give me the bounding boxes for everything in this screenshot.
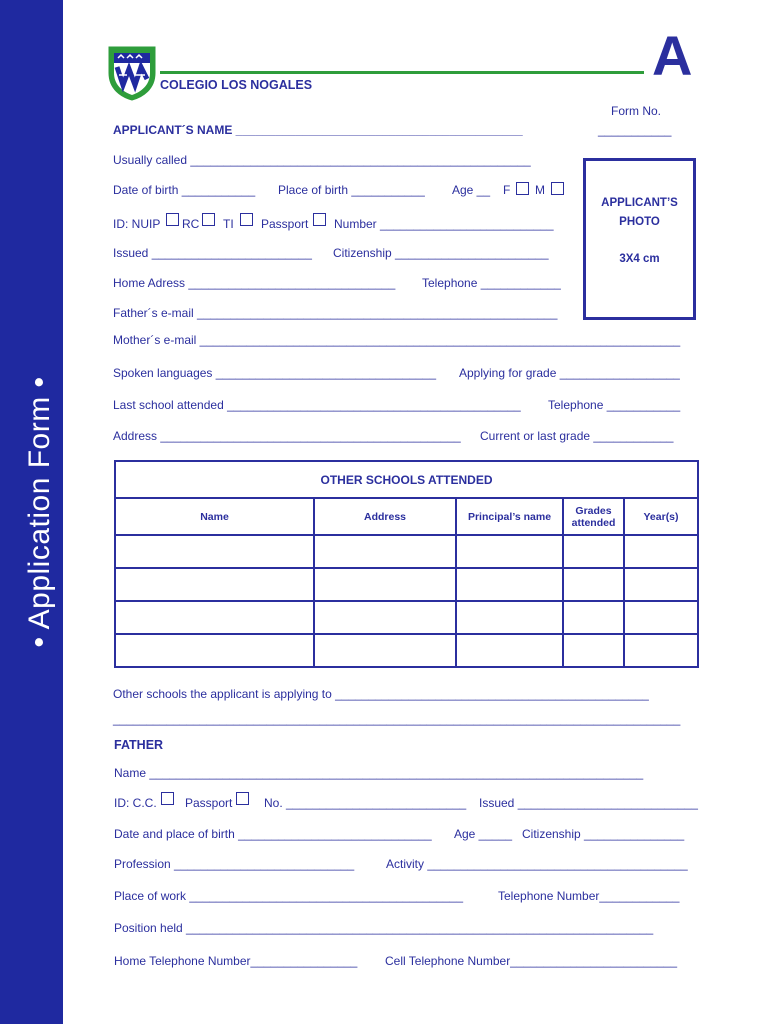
table-row	[115, 568, 698, 601]
last-school-telephone-field[interactable]: Telephone ___________	[548, 398, 681, 412]
header-divider	[160, 71, 644, 74]
father-citizenship-field[interactable]: Citizenship _______________	[522, 827, 685, 841]
father-cc-checkbox[interactable]	[161, 792, 174, 805]
table-cell[interactable]	[456, 535, 563, 568]
other-schools-table	[114, 460, 699, 668]
form-no-field[interactable]: ___________	[598, 123, 672, 137]
father-home-telephone-field[interactable]: Home Telephone Number________________	[114, 954, 358, 968]
table-cell[interactable]	[456, 601, 563, 634]
place-of-birth-field[interactable]: Place of birth ___________	[278, 183, 425, 197]
table-cell[interactable]	[314, 601, 456, 634]
usually-called-field[interactable]: Usually called ___________________________________________________	[113, 153, 531, 167]
sex-m-checkbox[interactable]	[551, 182, 564, 195]
home-address-field[interactable]: Home Adress _______________________________	[113, 276, 396, 290]
table-cell[interactable]	[314, 634, 456, 667]
other-schools-line2[interactable]: _____________________________________________________________________________________	[113, 712, 681, 726]
photo-size: 3X4 cm	[619, 253, 660, 265]
father-age-field[interactable]: Age _____	[454, 827, 513, 841]
father-date-place-birth-field[interactable]: Date and place of birth _____________________________	[114, 827, 432, 841]
age-field[interactable]: Age __	[452, 183, 491, 197]
table-cell[interactable]	[624, 601, 698, 634]
father-heading: FATHER	[114, 738, 164, 752]
photo-label-line1: APPLICANT’S	[601, 197, 678, 209]
father-passport-label: Passport	[185, 796, 233, 810]
sidebar	[0, 0, 63, 1024]
school-crest-logo	[107, 45, 157, 101]
passport-checkbox[interactable]	[313, 213, 326, 226]
id-number-field[interactable]: Number __________________________	[334, 217, 554, 231]
father-activity-field[interactable]: Activity _______________________________________	[386, 857, 688, 871]
last-school-field[interactable]: Last school attended ____________________________________________	[113, 398, 521, 412]
col-header-principal: Principal’s name	[456, 498, 563, 535]
table-cell[interactable]	[115, 601, 314, 634]
issued-field[interactable]: Issued ________________________	[113, 246, 312, 260]
col-header-address: Address	[314, 498, 456, 535]
applicant-name-field[interactable]: APPLICANT´S NAME ___________________________________________	[113, 123, 523, 137]
col-header-years: Year(s)	[624, 498, 698, 535]
table-cell[interactable]	[115, 568, 314, 601]
father-issued-field[interactable]: Issued ___________________________	[479, 796, 698, 810]
table-cell[interactable]	[563, 601, 624, 634]
nuip-checkbox[interactable]	[166, 213, 179, 226]
sex-f-label: F	[503, 183, 511, 197]
father-position-held-field[interactable]: Position held ______________________________________________________________________	[114, 921, 654, 935]
passport-label: Passport	[261, 217, 309, 231]
father-name-field[interactable]: Name __________________________________________________________________________	[114, 766, 644, 780]
table-cell[interactable]	[624, 535, 698, 568]
rc-label: RC	[182, 217, 200, 231]
telephone-field[interactable]: Telephone ____________	[422, 276, 561, 290]
table-cell[interactable]	[563, 634, 624, 667]
ti-checkbox[interactable]	[240, 213, 253, 226]
table-row	[115, 535, 698, 568]
address-field[interactable]: Address _____________________________________________	[113, 429, 461, 443]
table-row	[115, 601, 698, 634]
father-profession-field[interactable]: Profession ___________________________	[114, 857, 355, 871]
current-grade-field[interactable]: Current or last grade ____________	[480, 429, 674, 443]
sex-m-label: M	[535, 183, 545, 197]
table-cell[interactable]	[563, 535, 624, 568]
table-cell[interactable]	[563, 568, 624, 601]
col-header-grades: Grades attended	[563, 498, 624, 535]
father-id-cc-label: ID: C.C.	[114, 796, 157, 810]
date-of-birth-field[interactable]: Date of birth ___________	[113, 183, 256, 197]
table-cell[interactable]	[624, 634, 698, 667]
table-cell[interactable]	[314, 535, 456, 568]
rc-checkbox[interactable]	[202, 213, 215, 226]
table-cell[interactable]	[456, 568, 563, 601]
sidebar-title: • Application Form •	[23, 376, 56, 648]
col-header-name: Name	[115, 498, 314, 535]
table-cell[interactable]	[314, 568, 456, 601]
form-no-label: Form No.	[611, 104, 662, 118]
id-nuip-label: ID: NUIP	[113, 217, 161, 231]
photo-label-line2: PHOTO	[619, 216, 660, 228]
table-row	[115, 634, 698, 667]
form-letter: A	[652, 24, 693, 87]
school-name: COLEGIO LOS NOGALES	[160, 78, 313, 92]
photo-box	[583, 158, 696, 320]
table-cell[interactable]	[624, 568, 698, 601]
citizenship-field[interactable]: Citizenship _______________________	[333, 246, 549, 260]
father-passport-checkbox[interactable]	[236, 792, 249, 805]
other-schools-applying-field[interactable]: Other schools the applicant is applying to _______________________________________________	[113, 687, 649, 701]
spoken-languages-field[interactable]: Spoken languages _________________________________	[113, 366, 436, 380]
table-cell[interactable]	[115, 634, 314, 667]
father-telephone-number-field[interactable]: Telephone Number____________	[498, 889, 680, 903]
table-cell[interactable]	[115, 535, 314, 568]
table-title: OTHER SCHOOLS ATTENDED	[115, 461, 698, 498]
mother-email-field[interactable]: Mother´s e-mail ________________________________________________________________________	[113, 333, 681, 347]
father-place-of-work-field[interactable]: Place of work _________________________________________	[114, 889, 463, 903]
ti-label: TI	[223, 217, 234, 231]
father-id-number-field[interactable]: No. ___________________________	[264, 796, 467, 810]
applying-for-grade-field[interactable]: Applying for grade __________________	[459, 366, 680, 380]
father-email-field[interactable]: Father´s e-mail ______________________________________________________	[113, 306, 558, 320]
table-cell[interactable]	[456, 634, 563, 667]
sex-f-checkbox[interactable]	[516, 182, 529, 195]
father-cell-telephone-field[interactable]: Cell Telephone Number_________________________	[385, 954, 678, 968]
